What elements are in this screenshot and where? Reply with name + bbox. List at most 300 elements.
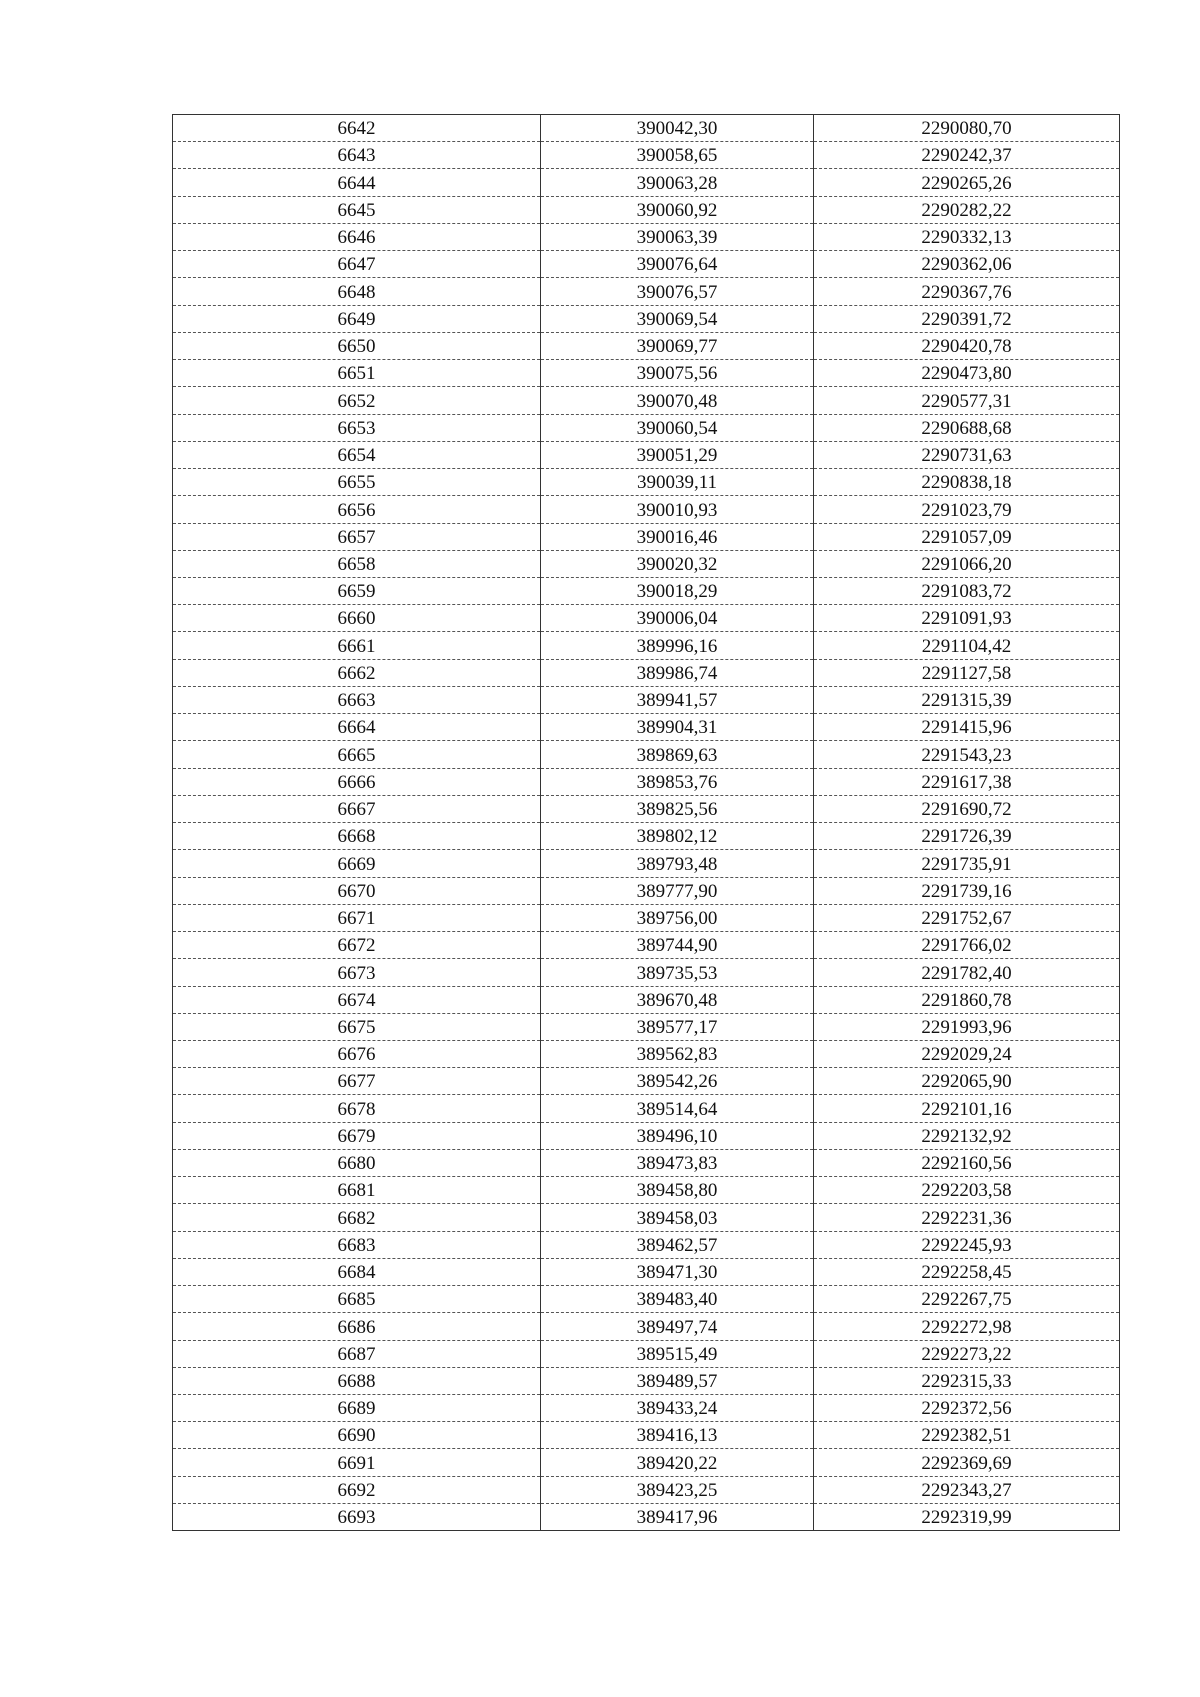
table-row <box>173 142 1120 169</box>
point-number-cell <box>173 1013 541 1040</box>
y-coordinate-cell <box>814 959 1120 986</box>
coordinates-table-body <box>173 115 1120 1531</box>
y-coordinate-value: 2290838,18 <box>921 472 1012 494</box>
y-coordinate-cell <box>814 823 1120 850</box>
table-row <box>173 714 1120 741</box>
point-number-value: 6680 <box>337 1153 376 1175</box>
point-number-cell <box>173 1340 541 1367</box>
y-coordinate-cell <box>814 1422 1120 1449</box>
x-coordinate-cell <box>541 1503 814 1530</box>
point-number-cell <box>173 1313 541 1340</box>
point-number-value: 6677 <box>337 1071 376 1093</box>
table-row <box>173 605 1120 632</box>
point-number-cell <box>173 1503 541 1530</box>
point-number-value: 6673 <box>337 962 376 984</box>
point-number-cell <box>173 1177 541 1204</box>
point-number-value: 6670 <box>337 880 376 902</box>
y-coordinate-cell <box>814 877 1120 904</box>
y-coordinate-cell <box>814 142 1120 169</box>
point-number-cell <box>173 686 541 713</box>
y-coordinate-cell <box>814 768 1120 795</box>
y-coordinate-cell <box>814 1313 1120 1340</box>
x-coordinate-cell <box>541 659 814 686</box>
x-coordinate-cell <box>541 1395 814 1422</box>
point-number-value: 6675 <box>337 1016 376 1038</box>
x-coordinate-value: 390010,93 <box>636 499 718 521</box>
y-coordinate-value: 2290282,22 <box>921 199 1012 221</box>
x-coordinate-value: 390060,92 <box>636 199 718 221</box>
table-row <box>173 1040 1120 1067</box>
point-number-value: 6652 <box>337 390 376 412</box>
point-number-value: 6647 <box>337 254 376 276</box>
y-coordinate-cell <box>814 1231 1120 1258</box>
x-coordinate-value: 389416,13 <box>636 1425 718 1447</box>
point-number-cell <box>173 714 541 741</box>
x-coordinate-cell <box>541 986 814 1013</box>
y-coordinate-value: 2290577,31 <box>921 390 1012 412</box>
x-coordinate-cell <box>541 550 814 577</box>
point-number-value: 6666 <box>337 771 376 793</box>
x-coordinate-value: 390069,77 <box>636 336 718 358</box>
x-coordinate-cell <box>541 850 814 877</box>
y-coordinate-value: 2291993,96 <box>921 1016 1012 1038</box>
point-number-value: 6658 <box>337 553 376 575</box>
point-number-value: 6668 <box>337 826 376 848</box>
x-coordinate-cell <box>541 251 814 278</box>
coordinates-table <box>172 114 1120 1531</box>
point-number-cell <box>173 659 541 686</box>
x-coordinate-cell <box>541 1177 814 1204</box>
y-coordinate-cell <box>814 550 1120 577</box>
y-coordinate-cell <box>814 1286 1120 1313</box>
x-coordinate-value: 390039,11 <box>636 472 718 494</box>
x-coordinate-cell <box>541 605 814 632</box>
table-row <box>173 332 1120 359</box>
y-coordinate-cell <box>814 1395 1120 1422</box>
x-coordinate-value: 389483,40 <box>636 1289 718 1311</box>
table-row <box>173 1204 1120 1231</box>
y-coordinate-value: 2291066,20 <box>921 553 1012 575</box>
point-number-value: 6672 <box>337 935 376 957</box>
point-number-value: 6653 <box>337 417 376 439</box>
point-number-cell <box>173 305 541 332</box>
y-coordinate-value: 2292029,24 <box>921 1044 1012 1066</box>
y-coordinate-cell <box>814 1013 1120 1040</box>
y-coordinate-cell <box>814 714 1120 741</box>
x-coordinate-value: 390018,29 <box>636 581 718 603</box>
y-coordinate-value: 2291104,42 <box>921 635 1012 657</box>
y-coordinate-cell <box>814 577 1120 604</box>
y-coordinate-value: 2291752,67 <box>921 908 1012 930</box>
point-number-cell <box>173 169 541 196</box>
point-number-cell <box>173 1286 541 1313</box>
x-coordinate-cell <box>541 441 814 468</box>
table-row <box>173 1258 1120 1285</box>
y-coordinate-value: 2292245,93 <box>921 1234 1012 1256</box>
point-number-value: 6674 <box>337 989 376 1011</box>
y-coordinate-cell <box>814 659 1120 686</box>
x-coordinate-value: 389793,48 <box>636 853 718 875</box>
point-number-value: 6683 <box>337 1234 376 1256</box>
x-coordinate-value: 389423,25 <box>636 1479 718 1501</box>
table-row <box>173 686 1120 713</box>
table-row <box>173 932 1120 959</box>
x-coordinate-value: 389577,17 <box>636 1016 718 1038</box>
point-number-value: 6661 <box>337 635 376 657</box>
y-coordinate-cell <box>814 795 1120 822</box>
table-row <box>173 1395 1120 1422</box>
point-number-cell <box>173 1149 541 1176</box>
y-coordinate-value: 2292258,45 <box>921 1262 1012 1284</box>
x-coordinate-cell <box>541 1422 814 1449</box>
point-number-value: 6665 <box>337 744 376 766</box>
y-coordinate-value: 2291617,38 <box>921 771 1012 793</box>
table-row <box>173 115 1120 142</box>
point-number-value: 6655 <box>337 472 376 494</box>
y-coordinate-value: 2291127,58 <box>921 662 1012 684</box>
y-coordinate-cell <box>814 986 1120 1013</box>
point-number-value: 6679 <box>337 1125 376 1147</box>
x-coordinate-cell <box>541 741 814 768</box>
table-row <box>173 1286 1120 1313</box>
y-coordinate-cell <box>814 1122 1120 1149</box>
point-number-cell <box>173 850 541 877</box>
table-row <box>173 1367 1120 1394</box>
point-number-cell <box>173 441 541 468</box>
x-coordinate-value: 389853,76 <box>636 771 718 793</box>
x-coordinate-cell <box>541 1095 814 1122</box>
table-row <box>173 223 1120 250</box>
y-coordinate-cell <box>814 850 1120 877</box>
y-coordinate-cell <box>814 1503 1120 1530</box>
x-coordinate-cell <box>541 877 814 904</box>
x-coordinate-cell <box>541 278 814 305</box>
x-coordinate-cell <box>541 714 814 741</box>
y-coordinate-value: 2290731,63 <box>921 445 1012 467</box>
y-coordinate-cell <box>814 496 1120 523</box>
point-number-value: 6671 <box>337 908 376 930</box>
point-number-cell <box>173 768 541 795</box>
x-coordinate-value: 389471,30 <box>636 1262 718 1284</box>
table-row <box>173 823 1120 850</box>
y-coordinate-value: 2290332,13 <box>921 227 1012 249</box>
point-number-cell <box>173 496 541 523</box>
point-number-value: 6644 <box>337 172 376 194</box>
y-coordinate-value: 2292065,90 <box>921 1071 1012 1093</box>
y-coordinate-value: 2292315,33 <box>921 1371 1012 1393</box>
point-number-value: 6687 <box>337 1343 376 1365</box>
y-coordinate-value: 2292203,58 <box>921 1180 1012 1202</box>
table-row <box>173 1476 1120 1503</box>
y-coordinate-value: 2291543,23 <box>921 744 1012 766</box>
x-coordinate-value: 389941,57 <box>636 690 718 712</box>
x-coordinate-value: 390060,54 <box>636 417 718 439</box>
point-number-cell <box>173 360 541 387</box>
x-coordinate-cell <box>541 1204 814 1231</box>
y-coordinate-cell <box>814 469 1120 496</box>
x-coordinate-cell <box>541 387 814 414</box>
x-coordinate-cell <box>541 1367 814 1394</box>
x-coordinate-cell <box>541 469 814 496</box>
y-coordinate-value: 2290473,80 <box>921 363 1012 385</box>
table-row <box>173 1177 1120 1204</box>
x-coordinate-value: 390042,30 <box>636 118 718 140</box>
y-coordinate-cell <box>814 1177 1120 1204</box>
y-coordinate-cell <box>814 360 1120 387</box>
x-coordinate-value: 389777,90 <box>636 880 718 902</box>
y-coordinate-value: 2292372,56 <box>921 1398 1012 1420</box>
x-coordinate-cell <box>541 768 814 795</box>
y-coordinate-value: 2291735,91 <box>921 853 1012 875</box>
point-number-value: 6684 <box>337 1262 376 1284</box>
y-coordinate-value: 2292231,36 <box>921 1207 1012 1229</box>
x-coordinate-cell <box>541 904 814 931</box>
y-coordinate-value: 2291057,09 <box>921 526 1012 548</box>
point-number-cell <box>173 414 541 441</box>
point-number-value: 6651 <box>337 363 376 385</box>
x-coordinate-value: 389825,56 <box>636 799 718 821</box>
x-coordinate-value: 390063,28 <box>636 172 718 194</box>
point-number-value: 6692 <box>337 1479 376 1501</box>
x-coordinate-cell <box>541 1258 814 1285</box>
x-coordinate-value: 390076,57 <box>636 281 718 303</box>
table-row <box>173 577 1120 604</box>
x-coordinate-cell <box>541 332 814 359</box>
point-number-value: 6654 <box>337 445 376 467</box>
point-number-cell <box>173 1395 541 1422</box>
point-number-cell <box>173 577 541 604</box>
table-row <box>173 959 1120 986</box>
y-coordinate-cell <box>814 387 1120 414</box>
point-number-cell <box>173 142 541 169</box>
y-coordinate-cell <box>814 605 1120 632</box>
x-coordinate-value: 389417,96 <box>636 1507 718 1529</box>
point-number-cell <box>173 932 541 959</box>
y-coordinate-value: 2290688,68 <box>921 417 1012 439</box>
x-coordinate-value: 389986,74 <box>636 662 718 684</box>
point-number-cell <box>173 196 541 223</box>
y-coordinate-value: 2291091,93 <box>921 608 1012 630</box>
x-coordinate-value: 390069,54 <box>636 308 718 330</box>
x-coordinate-cell <box>541 1449 814 1476</box>
y-coordinate-value: 2292382,51 <box>921 1425 1012 1447</box>
point-number-cell <box>173 523 541 550</box>
point-number-cell <box>173 278 541 305</box>
point-number-cell <box>173 1122 541 1149</box>
point-number-cell <box>173 1095 541 1122</box>
point-number-value: 6682 <box>337 1207 376 1229</box>
y-coordinate-value: 2291083,72 <box>921 581 1012 603</box>
table-row <box>173 1013 1120 1040</box>
point-number-cell <box>173 605 541 632</box>
y-coordinate-cell <box>814 632 1120 659</box>
x-coordinate-cell <box>541 414 814 441</box>
point-number-cell <box>173 387 541 414</box>
table-row <box>173 469 1120 496</box>
x-coordinate-value: 389996,16 <box>636 635 718 657</box>
y-coordinate-value: 2292267,75 <box>921 1289 1012 1311</box>
point-number-value: 6678 <box>337 1098 376 1120</box>
x-coordinate-value: 389420,22 <box>636 1452 718 1474</box>
table-row <box>173 1503 1120 1530</box>
x-coordinate-cell <box>541 115 814 142</box>
x-coordinate-cell <box>541 1286 814 1313</box>
x-coordinate-cell <box>541 686 814 713</box>
table-row <box>173 1313 1120 1340</box>
y-coordinate-value: 2291415,96 <box>921 717 1012 739</box>
x-coordinate-cell <box>541 496 814 523</box>
point-number-cell <box>173 877 541 904</box>
point-number-cell <box>173 823 541 850</box>
y-coordinate-cell <box>814 1068 1120 1095</box>
table-row <box>173 278 1120 305</box>
point-number-value: 6681 <box>337 1180 376 1202</box>
y-coordinate-value: 2291690,72 <box>921 799 1012 821</box>
table-row <box>173 1231 1120 1258</box>
table-row <box>173 169 1120 196</box>
x-coordinate-value: 390075,56 <box>636 363 718 385</box>
x-coordinate-cell <box>541 577 814 604</box>
table-row <box>173 251 1120 278</box>
x-coordinate-value: 390076,64 <box>636 254 718 276</box>
y-coordinate-cell <box>814 305 1120 332</box>
point-number-cell <box>173 1258 541 1285</box>
point-number-cell <box>173 1040 541 1067</box>
x-coordinate-cell <box>541 223 814 250</box>
y-coordinate-cell <box>814 1476 1120 1503</box>
x-coordinate-value: 389433,24 <box>636 1398 718 1420</box>
point-number-value: 6664 <box>337 717 376 739</box>
point-number-value: 6663 <box>337 690 376 712</box>
x-coordinate-value: 389462,57 <box>636 1234 718 1256</box>
y-coordinate-value: 2292132,92 <box>921 1125 1012 1147</box>
x-coordinate-value: 389869,63 <box>636 744 718 766</box>
point-number-cell <box>173 795 541 822</box>
x-coordinate-value: 389542,26 <box>636 1071 718 1093</box>
y-coordinate-cell <box>814 1367 1120 1394</box>
point-number-cell <box>173 332 541 359</box>
y-coordinate-value: 2292343,27 <box>921 1479 1012 1501</box>
y-coordinate-value: 2290367,76 <box>921 281 1012 303</box>
x-coordinate-value: 390016,46 <box>636 526 718 548</box>
x-coordinate-value: 390070,48 <box>636 390 718 412</box>
point-number-cell <box>173 1367 541 1394</box>
point-number-cell <box>173 550 541 577</box>
point-number-cell <box>173 223 541 250</box>
point-number-cell <box>173 115 541 142</box>
y-coordinate-value: 2291739,16 <box>921 880 1012 902</box>
x-coordinate-value: 390020,32 <box>636 553 718 575</box>
x-coordinate-value: 389802,12 <box>636 826 718 848</box>
x-coordinate-cell <box>541 1040 814 1067</box>
x-coordinate-value: 389489,57 <box>636 1371 718 1393</box>
x-coordinate-cell <box>541 523 814 550</box>
y-coordinate-value: 2292272,98 <box>921 1316 1012 1338</box>
table-row <box>173 1422 1120 1449</box>
y-coordinate-value: 2292369,69 <box>921 1452 1012 1474</box>
table-row <box>173 550 1120 577</box>
x-coordinate-value: 389515,49 <box>636 1343 718 1365</box>
y-coordinate-cell <box>814 686 1120 713</box>
y-coordinate-value: 2291315,39 <box>921 690 1012 712</box>
y-coordinate-cell <box>814 1095 1120 1122</box>
y-coordinate-cell <box>814 1149 1120 1176</box>
point-number-value: 6656 <box>337 499 376 521</box>
table-row <box>173 741 1120 768</box>
x-coordinate-value: 389473,83 <box>636 1153 718 1175</box>
point-number-value: 6642 <box>337 118 376 140</box>
y-coordinate-value: 2292101,16 <box>921 1098 1012 1120</box>
point-number-value: 6669 <box>337 853 376 875</box>
y-coordinate-cell <box>814 904 1120 931</box>
point-number-value: 6660 <box>337 608 376 630</box>
y-coordinate-value: 2292273,22 <box>921 1343 1012 1365</box>
y-coordinate-value: 2291860,78 <box>921 989 1012 1011</box>
table-row <box>173 850 1120 877</box>
table-row <box>173 1340 1120 1367</box>
point-number-value: 6688 <box>337 1371 376 1393</box>
table-row <box>173 768 1120 795</box>
x-coordinate-value: 389670,48 <box>636 989 718 1011</box>
x-coordinate-cell <box>541 1231 814 1258</box>
y-coordinate-cell <box>814 278 1120 305</box>
table-row <box>173 387 1120 414</box>
table-row <box>173 305 1120 332</box>
y-coordinate-cell <box>814 1040 1120 1067</box>
x-coordinate-value: 389497,74 <box>636 1316 718 1338</box>
point-number-value: 6667 <box>337 799 376 821</box>
table-row <box>173 496 1120 523</box>
table-row <box>173 659 1120 686</box>
y-coordinate-value: 2292319,99 <box>921 1507 1012 1529</box>
x-coordinate-value: 389458,03 <box>636 1207 718 1229</box>
x-coordinate-cell <box>541 932 814 959</box>
x-coordinate-cell <box>541 196 814 223</box>
point-number-cell <box>173 1476 541 1503</box>
y-coordinate-cell <box>814 251 1120 278</box>
x-coordinate-value: 389735,53 <box>636 962 718 984</box>
y-coordinate-cell <box>814 169 1120 196</box>
point-number-cell <box>173 251 541 278</box>
point-number-value: 6646 <box>337 227 376 249</box>
x-coordinate-value: 389496,10 <box>636 1125 718 1147</box>
x-coordinate-cell <box>541 959 814 986</box>
y-coordinate-cell <box>814 523 1120 550</box>
table-row <box>173 441 1120 468</box>
point-number-cell <box>173 986 541 1013</box>
x-coordinate-value: 390063,39 <box>636 227 718 249</box>
point-number-value: 6643 <box>337 145 376 167</box>
point-number-value: 6685 <box>337 1289 376 1311</box>
y-coordinate-value: 2291782,40 <box>921 962 1012 984</box>
x-coordinate-cell <box>541 1013 814 1040</box>
y-coordinate-value: 2291023,79 <box>921 499 1012 521</box>
y-coordinate-cell <box>814 1258 1120 1285</box>
table-row <box>173 795 1120 822</box>
point-number-cell <box>173 1068 541 1095</box>
x-coordinate-cell <box>541 1476 814 1503</box>
point-number-cell <box>173 1204 541 1231</box>
x-coordinate-cell <box>541 169 814 196</box>
x-coordinate-cell <box>541 823 814 850</box>
point-number-value: 6649 <box>337 308 376 330</box>
point-number-cell <box>173 1231 541 1258</box>
y-coordinate-cell <box>814 223 1120 250</box>
point-number-value: 6659 <box>337 581 376 603</box>
y-coordinate-value: 2290391,72 <box>921 308 1012 330</box>
y-coordinate-value: 2290362,06 <box>921 254 1012 276</box>
y-coordinate-cell <box>814 441 1120 468</box>
